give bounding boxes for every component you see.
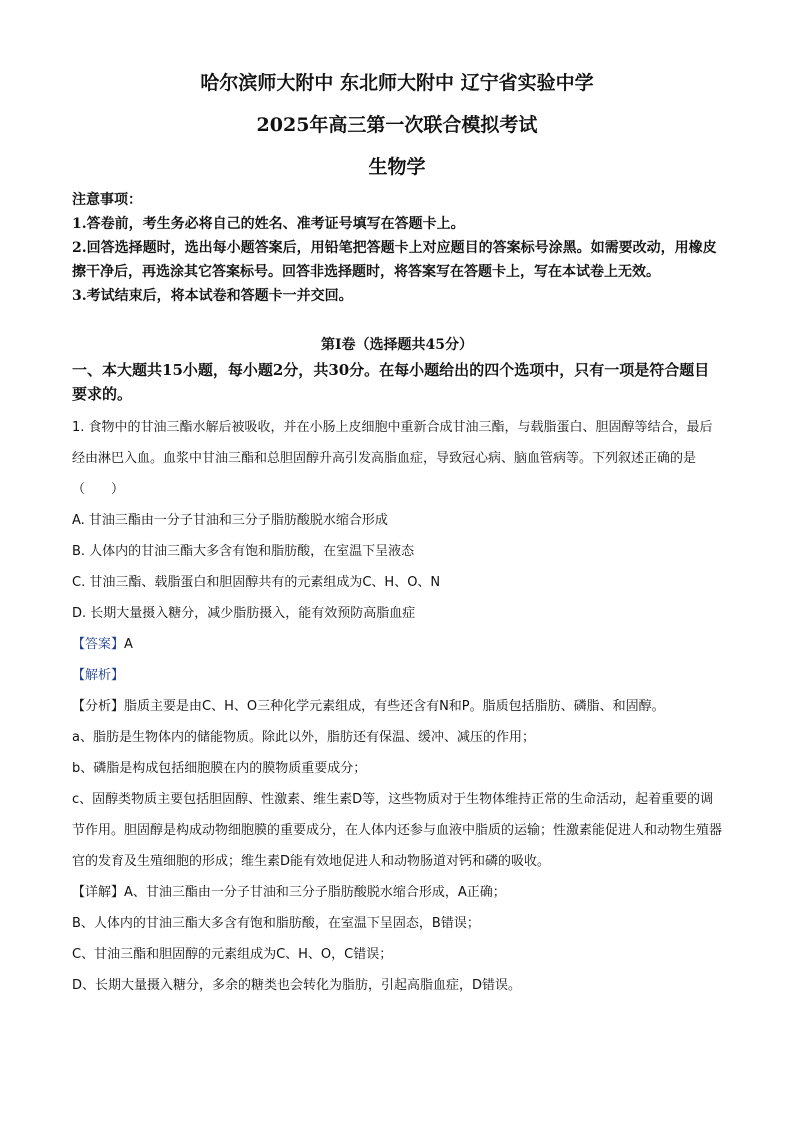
option-b: B. 人体内的甘油三酯大多含有饱和脂肪酸，在室温下呈液态	[72, 544, 415, 559]
answer-line	[72, 629, 722, 660]
answer-label: 【答案】	[72, 637, 125, 652]
answer-value: A	[124, 637, 133, 652]
exam-title: 2025年高三第一次联合模拟考试	[256, 114, 538, 136]
subject-title: 生物学	[368, 156, 426, 178]
option-d: D. 长期大量摄入糖分，减少脂肪摄入，能有效预防高脂血症	[72, 606, 416, 621]
analysis-paragraph: C、甘油三酯和胆固醇的元素组成为C、H、O，C错误；	[72, 947, 393, 962]
notes-heading: 注意事项：	[72, 192, 142, 208]
analysis-paragraph: B、人体内的甘油三酯大多含有饱和脂肪酸，在室温下呈固态，B错误；	[72, 916, 480, 931]
notes-block	[72, 188, 722, 308]
question-stem: 1. 食物中的甘油三酯水解后被吸收，并在小肠上皮细胞中重新合成甘油三酯，与载脂蛋白、胆固醇等结合，最后经由淋巴入血。血浆中甘油三酯和总胆固醇升高引发高脂血症，导致冠心病、脑血管病等。下列叙述正确的是（ ）	[72, 420, 713, 497]
analysis-paragraph: 【分析】脂质主要是由C、H、O三种化学元素组成，有些还含有N和P。脂质包括脂肪、磷脂、和固醇。	[72, 699, 665, 714]
option-a: A. 甘油三酯由一分子甘油和三分子脂肪酸脱水缩合形成	[72, 513, 388, 528]
notes-item: 2.回答选择题时，选出每小题答案后，用铅笔把答题卡上对应题目的答案标号涂黑。如需要改动，用橡皮擦干净后，再选涂其它答案标号。回答非选择题时，将答案写在答题卡上，写在本试卷上无效。	[72, 240, 717, 280]
section-title: 第Ⅰ卷（选择题共45分）	[320, 337, 474, 353]
notes-item: 1.答卷前，考生务必将自己的姓名、准考证号填写在答题卡上。	[72, 216, 465, 232]
analysis-label: 【解析】	[72, 668, 125, 683]
part-description: 一、本大题共15小题，每小题2分，共30分。在每小题给出的四个选项中，只有一项是符合题目要求的。	[72, 361, 710, 403]
analysis-paragraph: b、磷脂是构成包括细胞膜在内的膜物质重要成分；	[72, 761, 367, 776]
analysis-paragraph: D、长期大量摄入糖分，多余的糖类也会转化为脂肪，引起高脂血症，D错误。	[72, 978, 522, 993]
analysis-paragraph: 【详解】A、甘油三酯由一分子甘油和三分子脂肪酸脱水缩合形成，A正确；	[72, 885, 506, 900]
schools-title: 哈尔滨师大附中 东北师大附中 辽宁省实验中学	[200, 72, 594, 94]
notes-item: 3.考试结束后，将本试卷和答题卡一并交回。	[72, 288, 353, 304]
analysis-paragraph: a、脂肪是生物体内的储能物质。除此以外，脂肪还有保温、缓冲、减压的作用；	[72, 730, 535, 745]
question-1	[72, 412, 722, 1001]
analysis-paragraph: c、固醇类物质主要包括胆固醇、性激素、维生素D等，这些物质对于生物体维持正常的生命活动，起着重要的调节作用。胆固醇是构成动物细胞膜的重要成分，在人体内还参与血液中脂质的运输；性激素能促进人和动物生殖器官的发育及生殖细胞的形成；维生素D能有效地促进人和动物肠道对钙和磷的吸收。	[72, 792, 723, 869]
option-c: C. 甘油三酯、载脂蛋白和胆固醇共有的元素组成为C、H、O、N	[72, 575, 441, 590]
